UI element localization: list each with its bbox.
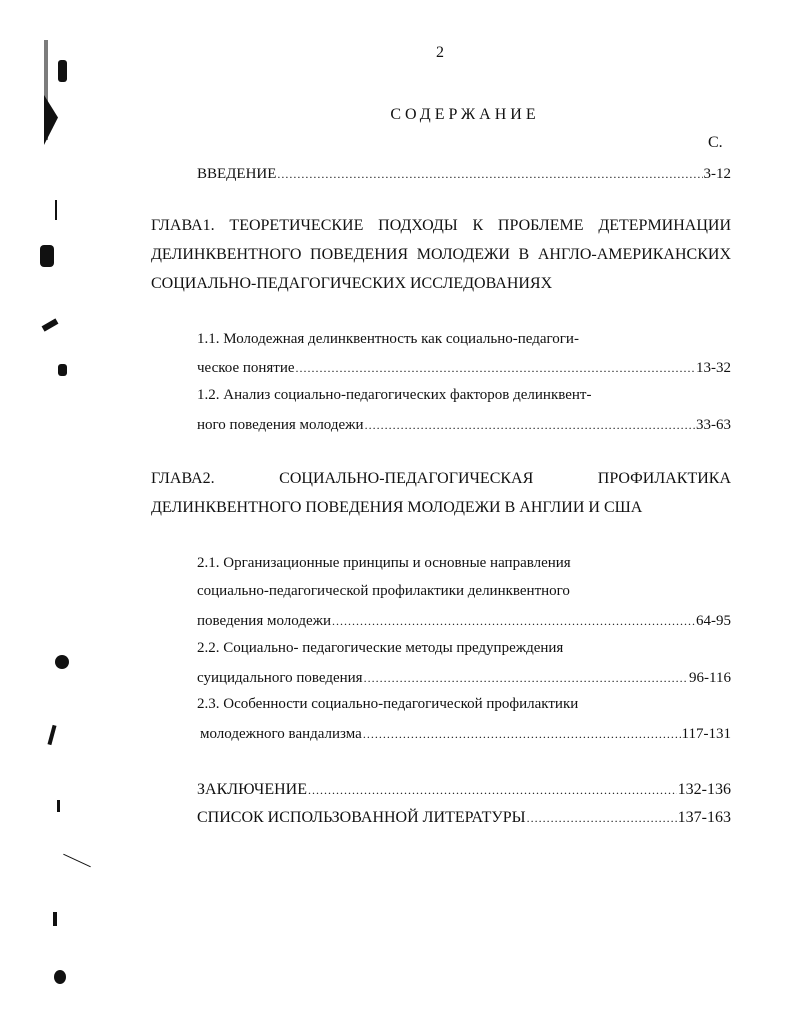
toc-entry-conclusion[interactable] — [197, 779, 731, 801]
toc-entry-pages: 13-32 — [696, 360, 731, 376]
chapter2-title-part2: ПРОФИЛАКТИКА — [597, 470, 731, 487]
dot-leader — [332, 610, 695, 632]
toc-entry-label: ческое понятие — [197, 360, 295, 376]
toc-entry-label: молодежного вандализма — [200, 726, 362, 742]
section-2-1-line1: 2.1. Организационные принципы и основные направления — [197, 555, 571, 571]
toc-entry-label: ВВЕДЕНИЕ — [197, 166, 277, 182]
toc-entry-pages: 117-131 — [681, 726, 731, 742]
dot-leader — [365, 414, 695, 436]
toc-entry-section-1-1[interactable] — [197, 357, 731, 379]
toc-entry-label: ЗАКЛЮЧЕНИЕ — [197, 781, 307, 798]
section-1-2-line1: 1.2. Анализ социально-педагогических факторов делинквент- — [197, 387, 592, 403]
toc-entry-label: ного поведения молодежи — [197, 417, 364, 433]
section-2-3-line1: 2.3. Особенности социально-педагогической профилактики — [197, 696, 579, 712]
toc-entry-pages: 64-95 — [696, 613, 731, 629]
toc-entry-section-1-2[interactable] — [197, 414, 731, 436]
toc-entry-pages: 3-12 — [703, 166, 731, 182]
toc-entry-section-2-3[interactable] — [200, 723, 731, 745]
toc-entry-pages: 33-63 — [696, 417, 731, 433]
toc-entry-introduction[interactable] — [197, 163, 731, 185]
page-number: 2 — [436, 44, 444, 61]
page-title: СОДЕРЖАНИЕ — [390, 106, 540, 123]
section-2-1-line2: социально-педагогической профилактики делинквентного — [197, 583, 570, 599]
toc-entry-label: СПИСОК ИСПОЛЬЗОВАННОЙ ЛИТЕРАТУРЫ — [197, 809, 526, 826]
chapter2-label: ГЛАВА2. — [151, 470, 215, 487]
chapter1-heading-line1: ГЛАВА1. ТЕОРЕТИЧЕСКИЕ ПОДХОДЫ К ПРОБЛЕМЕ ДЕТЕРМИНАЦИИ — [151, 217, 731, 234]
section-1-1-line1: 1.1. Молодежная делинквентность как социально-педагоги- — [197, 331, 579, 347]
dot-leader — [364, 667, 688, 689]
chapter2-heading-line1 — [151, 470, 731, 488]
toc-entry-bibliography[interactable] — [197, 807, 731, 829]
page-column-label: С. — [708, 134, 723, 151]
dot-leader — [527, 807, 677, 829]
toc-entry-section-2-2[interactable] — [197, 667, 731, 689]
chapter1-heading-line3: СОЦИАЛЬНО-ПЕДАГОГИЧЕСКИХ ИССЛЕДОВАНИЯХ — [151, 275, 553, 292]
chapter2-heading-line2: ДЕЛИНКВЕНТНОГО ПОВЕДЕНИЯ МОЛОДЕЖИ В АНГЛИИ И США — [151, 499, 643, 516]
chapter1-heading-line2: ДЕЛИНКВЕНТНОГО ПОВЕДЕНИЯ МОЛОДЕЖИ В АНГЛО-АМЕРИКАНСКИХ — [151, 246, 731, 263]
dot-leader — [296, 357, 695, 379]
toc-entry-pages: 132-136 — [677, 781, 731, 798]
dot-leader — [363, 723, 681, 745]
dot-leader — [308, 779, 677, 801]
toc-entry-section-2-1[interactable] — [197, 610, 731, 632]
chapter2-title-part1: СОЦИАЛЬНО-ПЕДАГОГИЧЕСКАЯ — [279, 470, 534, 487]
toc-entry-pages: 96-116 — [689, 670, 731, 686]
toc-entry-pages: 137-163 — [677, 809, 731, 826]
toc-entry-label: поведения молодежи — [197, 613, 332, 629]
dot-leader — [277, 163, 702, 185]
section-2-2-line1: 2.2. Социально- педагогические методы предупреждения — [197, 640, 564, 656]
toc-entry-label: суицидального поведения — [197, 670, 363, 686]
